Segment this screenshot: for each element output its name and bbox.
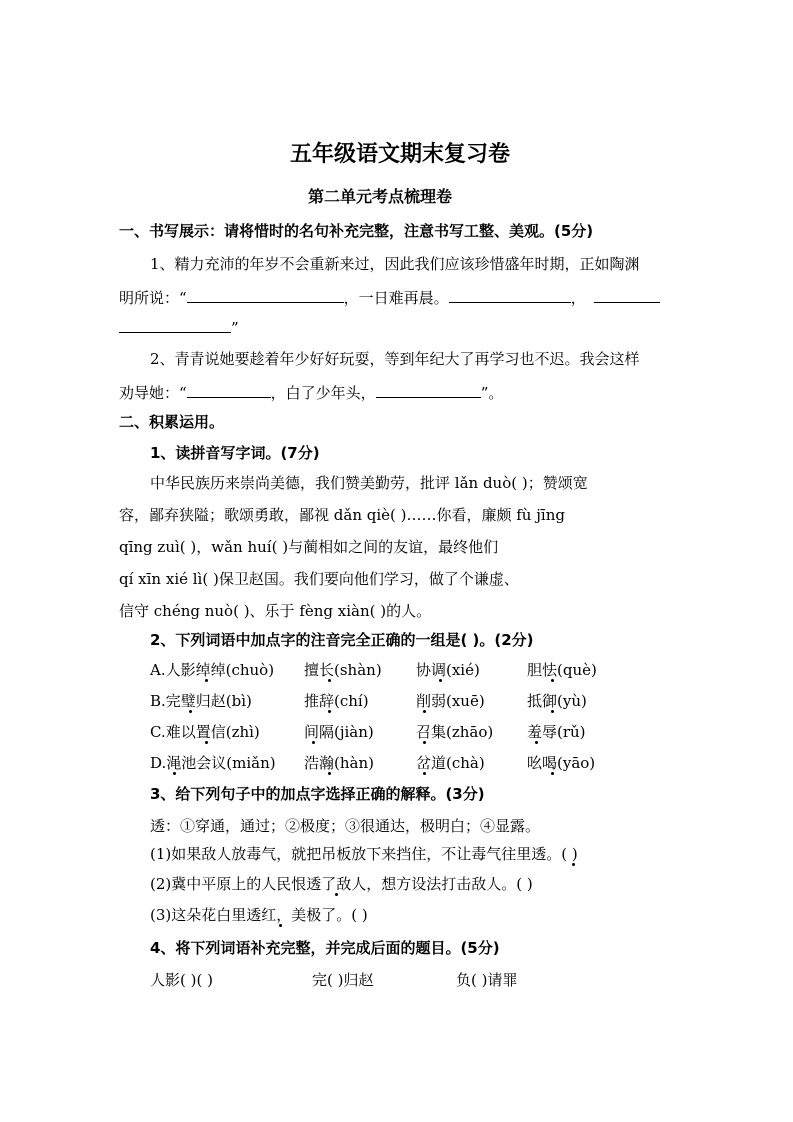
s1-q2-text-c: ”。 [480, 384, 504, 402]
s1-q1-text-a: 明所说：“ [119, 289, 187, 307]
s2-q4-item: 完( )归赵 [312, 971, 374, 989]
s2-q4-heading: 4、将下列词语补充完整，并完成后面的题目。(5分) [150, 939, 500, 957]
answer-blank[interactable] [449, 286, 571, 303]
emphasis-dot [205, 741, 208, 744]
emphasis-dot [551, 679, 554, 682]
s1-q1-text-b: ，一日难再晨。 [343, 289, 449, 307]
pinyin-line: qīng zuì( )，wǎn huí( )与蔺相如之间的友谊，最终他们 [119, 538, 499, 556]
emphasis-dot [551, 772, 554, 775]
option-word: 抵御(yù) [527, 692, 587, 710]
emphasis-dot [328, 679, 331, 682]
s1-q1-line2 [119, 286, 660, 308]
option-word: 浩瀚(hàn) [304, 754, 374, 772]
emphasis-dot [423, 710, 426, 713]
emphasis-dot [535, 741, 538, 744]
option-word: 推辞(chí) [304, 692, 369, 710]
section-1-heading: 一、书写展示：请将惜时的名句补充完整，注意书写工整、美观。(5分) [119, 222, 594, 240]
option-row-d[interactable] [150, 753, 610, 773]
s1-q1-text-c: ， [570, 289, 586, 307]
option-word: B.完璧归赵(bì) [150, 692, 252, 710]
option-word: D.渑池会议(miǎn) [150, 754, 276, 772]
s1-q2-text-b: ，白了少年头， [270, 384, 376, 402]
emphasis-dot [335, 893, 338, 896]
s2-q3-item: (1)如果敌人放毒气，就把吊板放下来挡住，不让毒气往里透。( ) [150, 845, 578, 863]
emphasis-dot [328, 772, 331, 775]
option-word: 羞辱(rǔ) [527, 723, 586, 741]
option-word: 召集(zhāo) [416, 723, 494, 741]
s2-q3-item: (2)冀中平原上的人民恨透了敌人，想方设法打击敌人。( ) [150, 875, 533, 893]
option-row-b[interactable] [150, 691, 610, 711]
page-title: 五年级语文期末复习卷 [290, 142, 511, 167]
answer-blank[interactable] [119, 316, 231, 333]
option-word: 岔道(chà) [416, 754, 485, 772]
pinyin-line: 中华民族历来崇尚美德，我们赞美勤劳，批评 lǎn duò( )；赞颂宽 [150, 474, 588, 492]
s2-q1-heading: 1、读拼音写字词。(7分) [150, 444, 320, 462]
s1-q2-text-a: 劝导她：“ [119, 384, 187, 402]
pinyin-line: qí xīn xié lì( )保卫赵国。我们要向他们学习，做了个谦虚、 [119, 570, 519, 588]
s2-q3-item: (3)这朵花白里透红，美极了。( ) [150, 906, 368, 924]
s1-q2-line1: 2、青青说她要趁着年少好好玩耍，等到年纪大了再学习也不迟。我会这样 [150, 350, 640, 368]
option-word: 吆喝(yāo) [527, 754, 596, 772]
s2-q3-heading: 3、给下列句子中的加点字选择正确的解释。(3分) [150, 785, 485, 803]
option-word: 削弱(xuē) [416, 692, 485, 710]
option-row-a[interactable] [150, 660, 610, 680]
answer-blank[interactable] [376, 381, 481, 398]
option-word: 间隔(jiàn) [304, 723, 374, 741]
answer-blank[interactable] [187, 381, 271, 398]
s1-q2-line2 [119, 381, 503, 403]
emphasis-dot [423, 741, 426, 744]
pinyin-line: 容，鄙弃狭隘；歌颂勇敢，鄙视 dǎn qiè( )……你看，廉颇 fù jīng [119, 506, 565, 524]
s1-q1-close-quote: ” [231, 319, 239, 337]
emphasis-dot [312, 741, 315, 744]
answer-blank[interactable] [594, 286, 660, 303]
s1-q1-line1: 1、精力充沛的年岁不会重新来过，因此我们应该珍惜盛年时期，正如陶渊 [150, 255, 640, 273]
emphasis-dot [328, 710, 331, 713]
emphasis-dot [423, 772, 426, 775]
option-row-c[interactable] [150, 722, 610, 742]
answer-blank[interactable] [187, 286, 344, 303]
emphasis-dot [439, 679, 442, 682]
s2-q4-item: 人影( )( ) [150, 971, 213, 989]
option-word: C.难以置信(zhì) [150, 723, 260, 741]
emphasis-dot [173, 772, 176, 775]
option-word: A.人影绰绰(chuò) [150, 661, 275, 679]
emphasis-dot [189, 710, 192, 713]
s2-q3-definition: 透：①穿通，通过；②极度；③很通达，极明白；④显露。 [150, 817, 541, 835]
section-2-heading: 二、积累运用。 [119, 413, 225, 431]
s2-q2-heading: 2、下列词语中加点字的注音完全正确的一组是( )。(2分) [150, 631, 534, 649]
emphasis-dot [572, 863, 575, 866]
pinyin-line: 信守 chéng nuò( )、乐于 fèng xiàn( )的人。 [119, 602, 432, 620]
emphasis-dot [551, 710, 554, 713]
page-subtitle: 第二单元考点梳理卷 [308, 187, 453, 206]
s2-q4-item: 负( )请罪 [456, 971, 518, 989]
s1-q1-line3 [119, 316, 239, 338]
option-word: 胆怯(què) [527, 661, 597, 679]
emphasis-dot [205, 679, 208, 682]
emphasis-dot [279, 924, 282, 927]
option-word: 协调(xié) [416, 661, 480, 679]
option-word: 擅长(shàn) [304, 661, 382, 679]
